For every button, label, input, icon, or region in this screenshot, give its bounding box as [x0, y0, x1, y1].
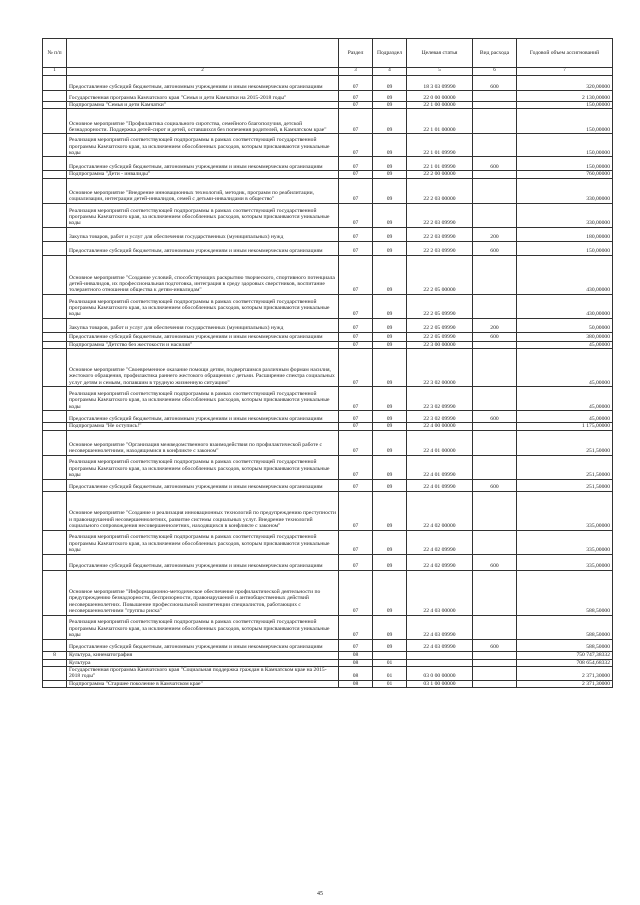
row-section: 07 — [339, 332, 373, 341]
row-name: Предоставление субсидий бюджетным, автономным учреждениям и иным некоммерческим организациям — [67, 332, 339, 341]
table-row — [43, 294, 613, 318]
row-name: Подпрограмма "Не оступись!" — [67, 423, 339, 430]
row-amount: 45,00000 — [517, 387, 613, 411]
row-number: 8 — [43, 651, 67, 659]
row-expense-type: 200 — [473, 318, 517, 332]
column-number: 1 — [43, 68, 67, 76]
row-target-article: 22 2 03 00000 — [407, 178, 473, 203]
row-subsection: 09 — [373, 430, 407, 455]
row-number — [43, 332, 67, 341]
row-expense-type — [473, 134, 517, 157]
column-number: 6 — [473, 68, 517, 76]
table-row — [43, 387, 613, 411]
table-row — [43, 667, 613, 681]
row-expense-type: 200 — [473, 227, 517, 241]
row-expense-type — [473, 680, 517, 687]
row-target-article: 22 3 02 09990 — [407, 387, 473, 411]
table-row — [43, 76, 613, 91]
row-subsection: 09 — [373, 639, 407, 651]
row-section: 07 — [339, 455, 373, 479]
row-section: 07 — [339, 479, 373, 491]
table-row — [43, 134, 613, 157]
row-section: 07 — [339, 341, 373, 348]
row-subsection: 01 — [373, 659, 407, 666]
row-target-article: 22 3 02 09990 — [407, 411, 473, 423]
row-expense-type — [473, 178, 517, 203]
row-number — [43, 491, 67, 530]
table-row — [43, 455, 613, 479]
row-name: Подпрограмма "Семья и дети Камчатки" — [67, 102, 339, 109]
row-amount: 330,00000 — [517, 203, 613, 227]
row-number — [43, 91, 67, 102]
row-subsection: 09 — [373, 294, 407, 318]
row-target-article: 22 1 01 09990 — [407, 157, 473, 171]
row-number — [43, 341, 67, 348]
row-target-article: 22 1 00 00000 — [407, 102, 473, 109]
table-row — [43, 639, 613, 651]
row-number — [43, 430, 67, 455]
row-subsection: 01 — [373, 680, 407, 687]
row-target-article: 22 3 00 00000 — [407, 341, 473, 348]
row-subsection: 09 — [373, 423, 407, 430]
row-name: Основное мероприятие "Профилактика социального сиротства, семейного благополучия, детской безнадзорности. Поддержка детей-сирот и детей, оставшихся без попечения родителей, в Камчатском крае" — [67, 109, 339, 134]
row-amount: 150,00000 — [517, 157, 613, 171]
table-row — [43, 171, 613, 178]
table-row — [43, 554, 613, 570]
row-name: Предоставление субсидий бюджетным, автономным учреждениям и иным некоммерческим организациям — [67, 241, 339, 255]
row-name: Закупка товаров, работ и услуг для обеспечения государственных (муниципальных) нужд — [67, 318, 339, 332]
row-number — [43, 203, 67, 227]
row-name: Подпрограмма "Старшее поколение в Камчатском крае" — [67, 680, 339, 687]
row-expense-type — [473, 530, 517, 554]
row-number — [43, 241, 67, 255]
table-row — [43, 680, 613, 687]
row-section: 07 — [339, 294, 373, 318]
row-number — [43, 318, 67, 332]
row-name: Основное мероприятие "Внедрение инновационных технологий, методик, программ по реабилитации, социализации, интеграции детей-инвалидов, семей с детьми-инвалидами в общество" — [67, 178, 339, 203]
row-subsection: 09 — [373, 255, 407, 294]
column-number: 3 — [339, 68, 373, 76]
row-number — [43, 294, 67, 318]
row-expense-type — [473, 349, 517, 387]
row-amount: 320,00000 — [517, 76, 613, 91]
row-number — [43, 178, 67, 203]
row-name: Предоставление субсидий бюджетным, автономным учреждениям и иным некоммерческим организациям — [67, 554, 339, 570]
row-number — [43, 171, 67, 178]
row-section: 07 — [339, 554, 373, 570]
row-subsection: 09 — [373, 530, 407, 554]
row-target-article: 22 2 03 09990 — [407, 203, 473, 227]
row-expense-type — [473, 570, 517, 615]
row-name: Реализация мероприятий соответствующей подпрограммы в рамках соответствующей государственной программы Камчатского края, за исключением обособленных расходов, которым присваиваются уникальные коды — [67, 530, 339, 554]
row-section: 08 — [339, 680, 373, 687]
row-section: 07 — [339, 349, 373, 387]
row-subsection: 09 — [373, 455, 407, 479]
row-number — [43, 227, 67, 241]
row-target-article: 22 2 05 09990 — [407, 318, 473, 332]
table-row — [43, 615, 613, 639]
row-section: 07 — [339, 171, 373, 178]
row-expense-type: 600 — [473, 241, 517, 255]
row-name: Реализация мероприятий соответствующей подпрограммы в рамках соответствующей государственной программы Камчатского края, за исключением обособленных расходов, которым присваиваются уникальные коды — [67, 387, 339, 411]
row-name: Подпрограмма "Детство без жестокости и насилия" — [67, 341, 339, 348]
row-section: 07 — [339, 102, 373, 109]
row-amount: 2 371,30000 — [517, 680, 613, 687]
row-section: 07 — [339, 255, 373, 294]
row-subsection: 09 — [373, 349, 407, 387]
row-amount: 2 371,30000 — [517, 667, 613, 681]
row-name: Предоставление субсидий бюджетным, автономным учреждениям и иным некоммерческим организациям — [67, 157, 339, 171]
row-target-article: 22 4 01 00000 — [407, 430, 473, 455]
row-amount: 588,50000 — [517, 615, 613, 639]
table-row — [43, 411, 613, 423]
row-name: Культура — [67, 659, 339, 666]
row-target-article: 03 1 00 00000 — [407, 680, 473, 687]
row-name: Реализация мероприятий соответствующей подпрограммы в рамках соответствующей государственной программы Камчатского края, за исключением обособленных расходов, которым присваиваются уникальные коды — [67, 134, 339, 157]
row-subsection: 09 — [373, 479, 407, 491]
table-row — [43, 227, 613, 241]
row-amount: 251,50000 — [517, 430, 613, 455]
column-number: 5 — [407, 68, 473, 76]
table-row — [43, 570, 613, 615]
header-target-article: Целевая статья — [407, 39, 473, 68]
row-expense-type — [473, 91, 517, 102]
row-expense-type: 600 — [473, 76, 517, 91]
row-section: 07 — [339, 430, 373, 455]
table-row — [43, 102, 613, 109]
row-section: 08 — [339, 667, 373, 681]
row-expense-type — [473, 615, 517, 639]
row-amount: 430,00000 — [517, 255, 613, 294]
row-target-article: 22 4 02 00000 — [407, 491, 473, 530]
row-target-article: 22 4 01 09990 — [407, 479, 473, 491]
row-section: 07 — [339, 109, 373, 134]
row-section: 07 — [339, 134, 373, 157]
table-row — [43, 318, 613, 332]
row-subsection: 09 — [373, 203, 407, 227]
row-target-article: 22 4 02 09990 — [407, 530, 473, 554]
row-number — [43, 102, 67, 109]
row-section: 07 — [339, 423, 373, 430]
row-subsection: 09 — [373, 227, 407, 241]
row-amount: 588,50000 — [517, 570, 613, 615]
row-number — [43, 76, 67, 91]
row-subsection: 09 — [373, 615, 407, 639]
header-subsection: Подраздел — [373, 39, 407, 68]
row-subsection: 09 — [373, 411, 407, 423]
table-row — [43, 651, 613, 659]
row-section: 07 — [339, 178, 373, 203]
row-amount: 335,00000 — [517, 530, 613, 554]
row-name: Реализация мероприятий соответствующей подпрограммы в рамках соответствующей государственной программы Камчатского края, за исключением обособленных расходов, которым присваиваются уникальные коды — [67, 615, 339, 639]
row-amount: 251,50000 — [517, 479, 613, 491]
row-target-article: 22 2 03 09990 — [407, 227, 473, 241]
table-row — [43, 341, 613, 348]
row-expense-type — [473, 255, 517, 294]
row-subsection: 09 — [373, 570, 407, 615]
row-number — [43, 570, 67, 615]
row-amount: 2 130,00000 — [517, 91, 613, 102]
table-row — [43, 91, 613, 102]
row-name: Предоставление субсидий бюджетным, автономным учреждениям и иным некоммерческим организациям — [67, 639, 339, 651]
row-target-article: 22 4 01 09990 — [407, 455, 473, 479]
row-expense-type — [473, 430, 517, 455]
row-amount: 150,00000 — [517, 134, 613, 157]
row-number — [43, 109, 67, 134]
row-subsection: 09 — [373, 91, 407, 102]
row-expense-type — [473, 491, 517, 530]
row-amount: 251,50000 — [517, 455, 613, 479]
row-target-article: 22 2 05 00000 — [407, 255, 473, 294]
row-amount: 760,00000 — [517, 171, 613, 178]
row-section: 07 — [339, 241, 373, 255]
row-target-article: 22 4 03 09990 — [407, 639, 473, 651]
row-name: Государственная программа Камчатского края "Социальная поддержка граждан в Камчатском крае на 2015-2018 годы" — [67, 667, 339, 681]
row-number — [43, 387, 67, 411]
row-name: Государственная программа Камчатского края "Семья и дети Камчатки на 2015-2018 годы" — [67, 91, 339, 102]
row-section: 07 — [339, 318, 373, 332]
header-expense-type: Вид расхода — [473, 39, 517, 68]
row-target-article: 22 2 05 09990 — [407, 332, 473, 341]
row-expense-type — [473, 294, 517, 318]
row-number — [43, 423, 67, 430]
row-target-article: 22 1 01 00000 — [407, 109, 473, 134]
row-number — [43, 680, 67, 687]
row-name: Закупка товаров, работ и услуг для обеспечения государственных (муниципальных) нужд — [67, 227, 339, 241]
row-name: Реализация мероприятий соответствующей подпрограммы в рамках соответствующей государственной программы Камчатского края, за исключением обособленных расходов, которым присваиваются уникальные коды — [67, 203, 339, 227]
row-expense-type — [473, 651, 517, 659]
row-amount: 430,00000 — [517, 294, 613, 318]
row-number — [43, 554, 67, 570]
table-body — [43, 76, 613, 688]
row-subsection: 09 — [373, 102, 407, 109]
row-subsection: 09 — [373, 134, 407, 157]
row-target-article: 22 4 03 00000 — [407, 570, 473, 615]
table-row — [43, 109, 613, 134]
row-amount: 335,00000 — [517, 554, 613, 570]
row-amount: 588,50000 — [517, 639, 613, 651]
row-subsection: 09 — [373, 171, 407, 178]
row-amount: 380,00000 — [517, 332, 613, 341]
row-name: Реализация мероприятий соответствующей подпрограммы в рамках соответствующей государственной программы Камчатского края, за исключением обособленных расходов, которым присваиваются уникальные коды — [67, 455, 339, 479]
row-amount: 45,00000 — [517, 349, 613, 387]
row-subsection — [373, 651, 407, 659]
column-number: 7 — [517, 68, 613, 76]
row-section: 08 — [339, 651, 373, 659]
row-number — [43, 134, 67, 157]
header-number: № п/п — [43, 39, 67, 68]
row-name: Реализация мероприятий соответствующей подпрограммы в рамках соответствующей государственной программы Камчатского края, за исключением обособленных расходов, которым присваиваются уникальные коды — [67, 294, 339, 318]
row-subsection: 09 — [373, 332, 407, 341]
row-expense-type — [473, 423, 517, 430]
row-section: 07 — [339, 227, 373, 241]
header-row — [43, 39, 613, 68]
row-expense-type: 600 — [473, 332, 517, 341]
row-name: Подпрограмма "Дети - инвалиды" — [67, 171, 339, 178]
row-target-article: 22 3 02 00000 — [407, 349, 473, 387]
row-section: 07 — [339, 639, 373, 651]
row-name: Предоставление субсидий бюджетным, автономным учреждениям и иным некоммерческим организациям — [67, 479, 339, 491]
row-expense-type — [473, 203, 517, 227]
table-row — [43, 479, 613, 491]
table-row — [43, 659, 613, 666]
row-section: 07 — [339, 491, 373, 530]
row-amount: 45,00000 — [517, 341, 613, 348]
row-expense-type — [473, 667, 517, 681]
row-subsection: 09 — [373, 109, 407, 134]
row-expense-type — [473, 341, 517, 348]
budget-allocation-table — [42, 38, 613, 688]
row-section: 07 — [339, 387, 373, 411]
row-expense-type: 600 — [473, 479, 517, 491]
table-row — [43, 203, 613, 227]
table-row — [43, 423, 613, 430]
row-amount: 335,00000 — [517, 491, 613, 530]
table-row — [43, 178, 613, 203]
row-name: Основное мероприятие "Создание и реализация инновационных технологий по предупреждению преступности и правонарушений несовершеннолетних, развитие системы социальных услуг. Внедрение технологий социального сопровождения несовершеннолетних, находящихся в конфликте с законом" — [67, 491, 339, 530]
row-section: 07 — [339, 76, 373, 91]
row-amount: 150,00000 — [517, 109, 613, 134]
row-section: 07 — [339, 570, 373, 615]
row-amount: 150,00000 — [517, 102, 613, 109]
row-expense-type — [473, 387, 517, 411]
row-subsection: 09 — [373, 76, 407, 91]
row-target-article — [407, 651, 473, 659]
column-number: 2 — [67, 68, 339, 76]
row-expense-type: 600 — [473, 411, 517, 423]
row-target-article: 18 3 03 09990 — [407, 76, 473, 91]
row-section: 07 — [339, 530, 373, 554]
row-target-article: 22 2 05 09990 — [407, 294, 473, 318]
table-row — [43, 530, 613, 554]
row-amount: 750 747,38332 — [517, 651, 613, 659]
row-section: 07 — [339, 203, 373, 227]
row-section: 07 — [339, 411, 373, 423]
table-row — [43, 332, 613, 341]
row-subsection: 09 — [373, 341, 407, 348]
row-subsection: 09 — [373, 554, 407, 570]
row-subsection: 09 — [373, 387, 407, 411]
row-subsection: 01 — [373, 667, 407, 681]
row-target-article: 22 4 03 09990 — [407, 615, 473, 639]
row-target-article: 22 4 00 00000 — [407, 423, 473, 430]
row-number — [43, 667, 67, 681]
table-row — [43, 241, 613, 255]
row-name: Культура, кинематография — [67, 651, 339, 659]
row-expense-type — [473, 659, 517, 666]
row-number — [43, 255, 67, 294]
row-amount: 1 175,00000 — [517, 423, 613, 430]
row-section: 07 — [339, 157, 373, 171]
row-number — [43, 349, 67, 387]
row-name: Предоставление субсидий бюджетным, автономным учреждениям и иным некоммерческим организациям — [67, 76, 339, 91]
row-target-article: 22 2 03 09990 — [407, 241, 473, 255]
row-target-article: 22 4 02 09990 — [407, 554, 473, 570]
row-expense-type: 600 — [473, 554, 517, 570]
row-target-article: 22 0 00 00000 — [407, 91, 473, 102]
row-number — [43, 157, 67, 171]
row-subsection: 09 — [373, 157, 407, 171]
row-expense-type — [473, 455, 517, 479]
row-section: 07 — [339, 91, 373, 102]
row-amount: 180,00000 — [517, 227, 613, 241]
row-target-article — [407, 659, 473, 666]
row-subsection: 09 — [373, 491, 407, 530]
row-expense-type — [473, 109, 517, 134]
row-number — [43, 479, 67, 491]
row-subsection: 09 — [373, 318, 407, 332]
table-row — [43, 430, 613, 455]
row-expense-type — [473, 102, 517, 109]
row-number — [43, 411, 67, 423]
row-amount: 50,00000 — [517, 318, 613, 332]
header-annual-amount: Годовой объем ассигнований — [517, 39, 613, 68]
column-number-row — [43, 68, 613, 76]
row-number — [43, 659, 67, 666]
table-row — [43, 491, 613, 530]
row-number — [43, 530, 67, 554]
row-amount: 708 654,68332 — [517, 659, 613, 666]
row-name: Основное мероприятие "Своевременное оказание помощи детям, подвергшимся различным формам насилия, жестокого обращения, профилактика раннего жестокого обращения с детьми. Расширение спектра социальных услуг детям и семьям, попавшим в трудную жизненную ситуацию" — [67, 349, 339, 387]
row-expense-type: 600 — [473, 157, 517, 171]
table-row — [43, 157, 613, 171]
table-row — [43, 349, 613, 387]
row-name: Предоставление субсидий бюджетным, автономным учреждениям и иным некоммерческим организациям — [67, 411, 339, 423]
row-subsection: 09 — [373, 241, 407, 255]
row-expense-type: 600 — [473, 639, 517, 651]
row-amount: 330,00000 — [517, 178, 613, 203]
row-number — [43, 615, 67, 639]
row-target-article: 22 2 00 00000 — [407, 171, 473, 178]
row-target-article: 22 1 01 09990 — [407, 134, 473, 157]
column-number: 4 — [373, 68, 407, 76]
row-name: Основное мероприятие "Создание условий, способствующих раскрытию творческого, спортивного потенциала детей-инвалидов, их профессиональная подготовка, интеграция в среду здоровых сверстников, воспитание толерантного отношения общества к детям-инвалидам" — [67, 255, 339, 294]
header-section: Раздел — [339, 39, 373, 68]
row-subsection: 09 — [373, 178, 407, 203]
row-target-article: 03 0 00 00000 — [407, 667, 473, 681]
row-number — [43, 639, 67, 651]
row-section: 07 — [339, 615, 373, 639]
row-expense-type — [473, 171, 517, 178]
row-amount: 45,00000 — [517, 411, 613, 423]
row-number — [43, 455, 67, 479]
row-amount: 150,00000 — [517, 241, 613, 255]
header-name — [67, 39, 339, 68]
row-name: Основное мероприятие "Информационно-методическое обеспечение профилактической деятельности по предупреждению безнадзорности, беспризорности, правонарушений и антиобщественных действий несовершеннолетних. Повышение профессиональной компетенции специалистов, работающих с несовершеннолетними "группы риска" — [67, 570, 339, 615]
page-number: 45 — [317, 891, 323, 897]
row-name: Основное мероприятие "Организация межведомственного взаимодействия по профилактической работе с несовершеннолетними, находящимися в конфликте с законом" — [67, 430, 339, 455]
row-section: 08 — [339, 659, 373, 666]
table-row — [43, 255, 613, 294]
